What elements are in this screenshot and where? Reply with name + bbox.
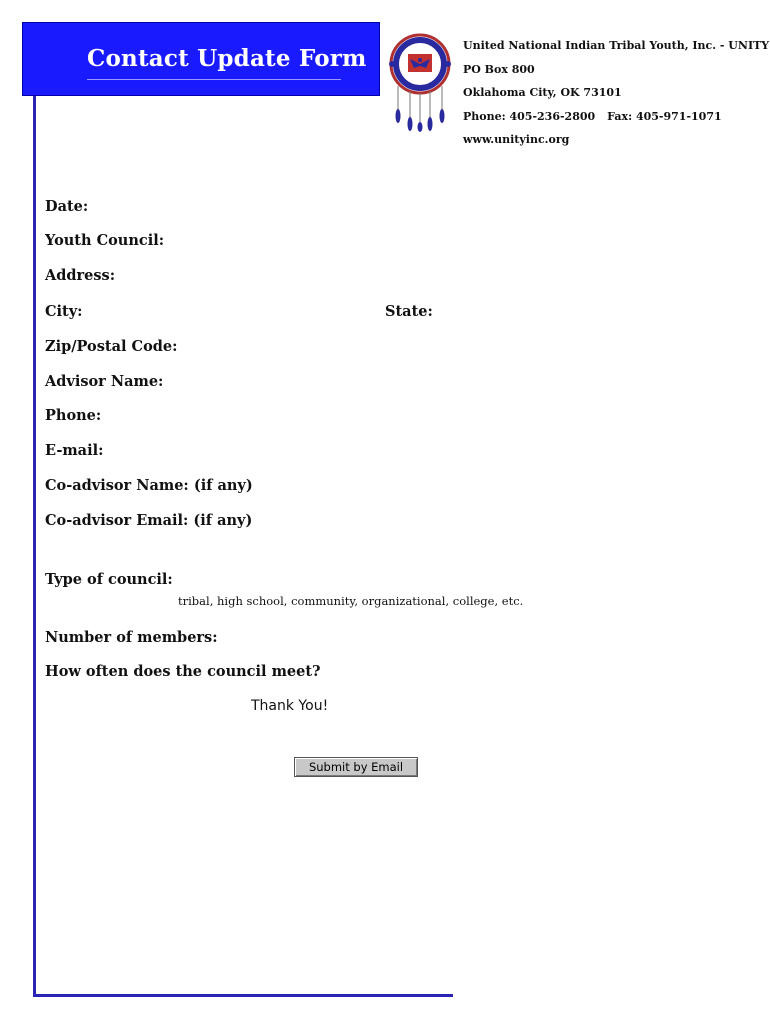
members-label: Number of members: — [45, 629, 218, 646]
submit-by-email-button[interactable]: Submit by Email — [294, 757, 418, 777]
title-banner — [22, 22, 380, 96]
youth-council-label: Youth Council: — [45, 232, 165, 249]
page-title: Contact Update Form — [87, 45, 367, 72]
zip-label: Zip/Postal Code: — [45, 338, 178, 355]
org-website: www.unityinc.org — [463, 133, 570, 146]
org-fax: Fax: 405-971-1071 — [607, 109, 722, 123]
thank-you-text: Thank You! — [251, 698, 329, 714]
advisor-name-label: Advisor Name: — [45, 373, 164, 390]
city-label: City: — [45, 303, 83, 320]
council-type-label: Type of council: — [45, 571, 173, 588]
date-label: Date: — [45, 198, 89, 215]
council-type-hint: tribal, high school, community, organizational, college, etc. — [178, 594, 524, 608]
phone-label: Phone: — [45, 407, 102, 424]
coadvisor-name-label: Co-advisor Name: (if any) — [45, 477, 253, 494]
org-phone: Phone: 405-236-2800 — [463, 109, 596, 123]
org-contact-line — [463, 105, 769, 129]
title-underline — [87, 79, 341, 80]
meeting-frequency-label: How often does the council meet? — [45, 663, 321, 680]
frame-vertical-line — [33, 96, 36, 996]
address-label: Address: — [45, 267, 116, 284]
org-name: United National Indian Tribal Youth, Inc. - UNITY — [463, 39, 770, 52]
organization-info — [463, 34, 769, 152]
org-city-state-zip: Oklahoma City, OK 73101 — [463, 86, 622, 99]
state-label: State: — [385, 303, 433, 320]
email-label: E-mail: — [45, 442, 104, 459]
unity-logo — [388, 28, 452, 132]
coadvisor-email-label: Co-advisor Email: (if any) — [45, 512, 253, 529]
frame-horizontal-line — [33, 994, 453, 997]
org-po-box: PO Box 800 — [463, 62, 535, 76]
